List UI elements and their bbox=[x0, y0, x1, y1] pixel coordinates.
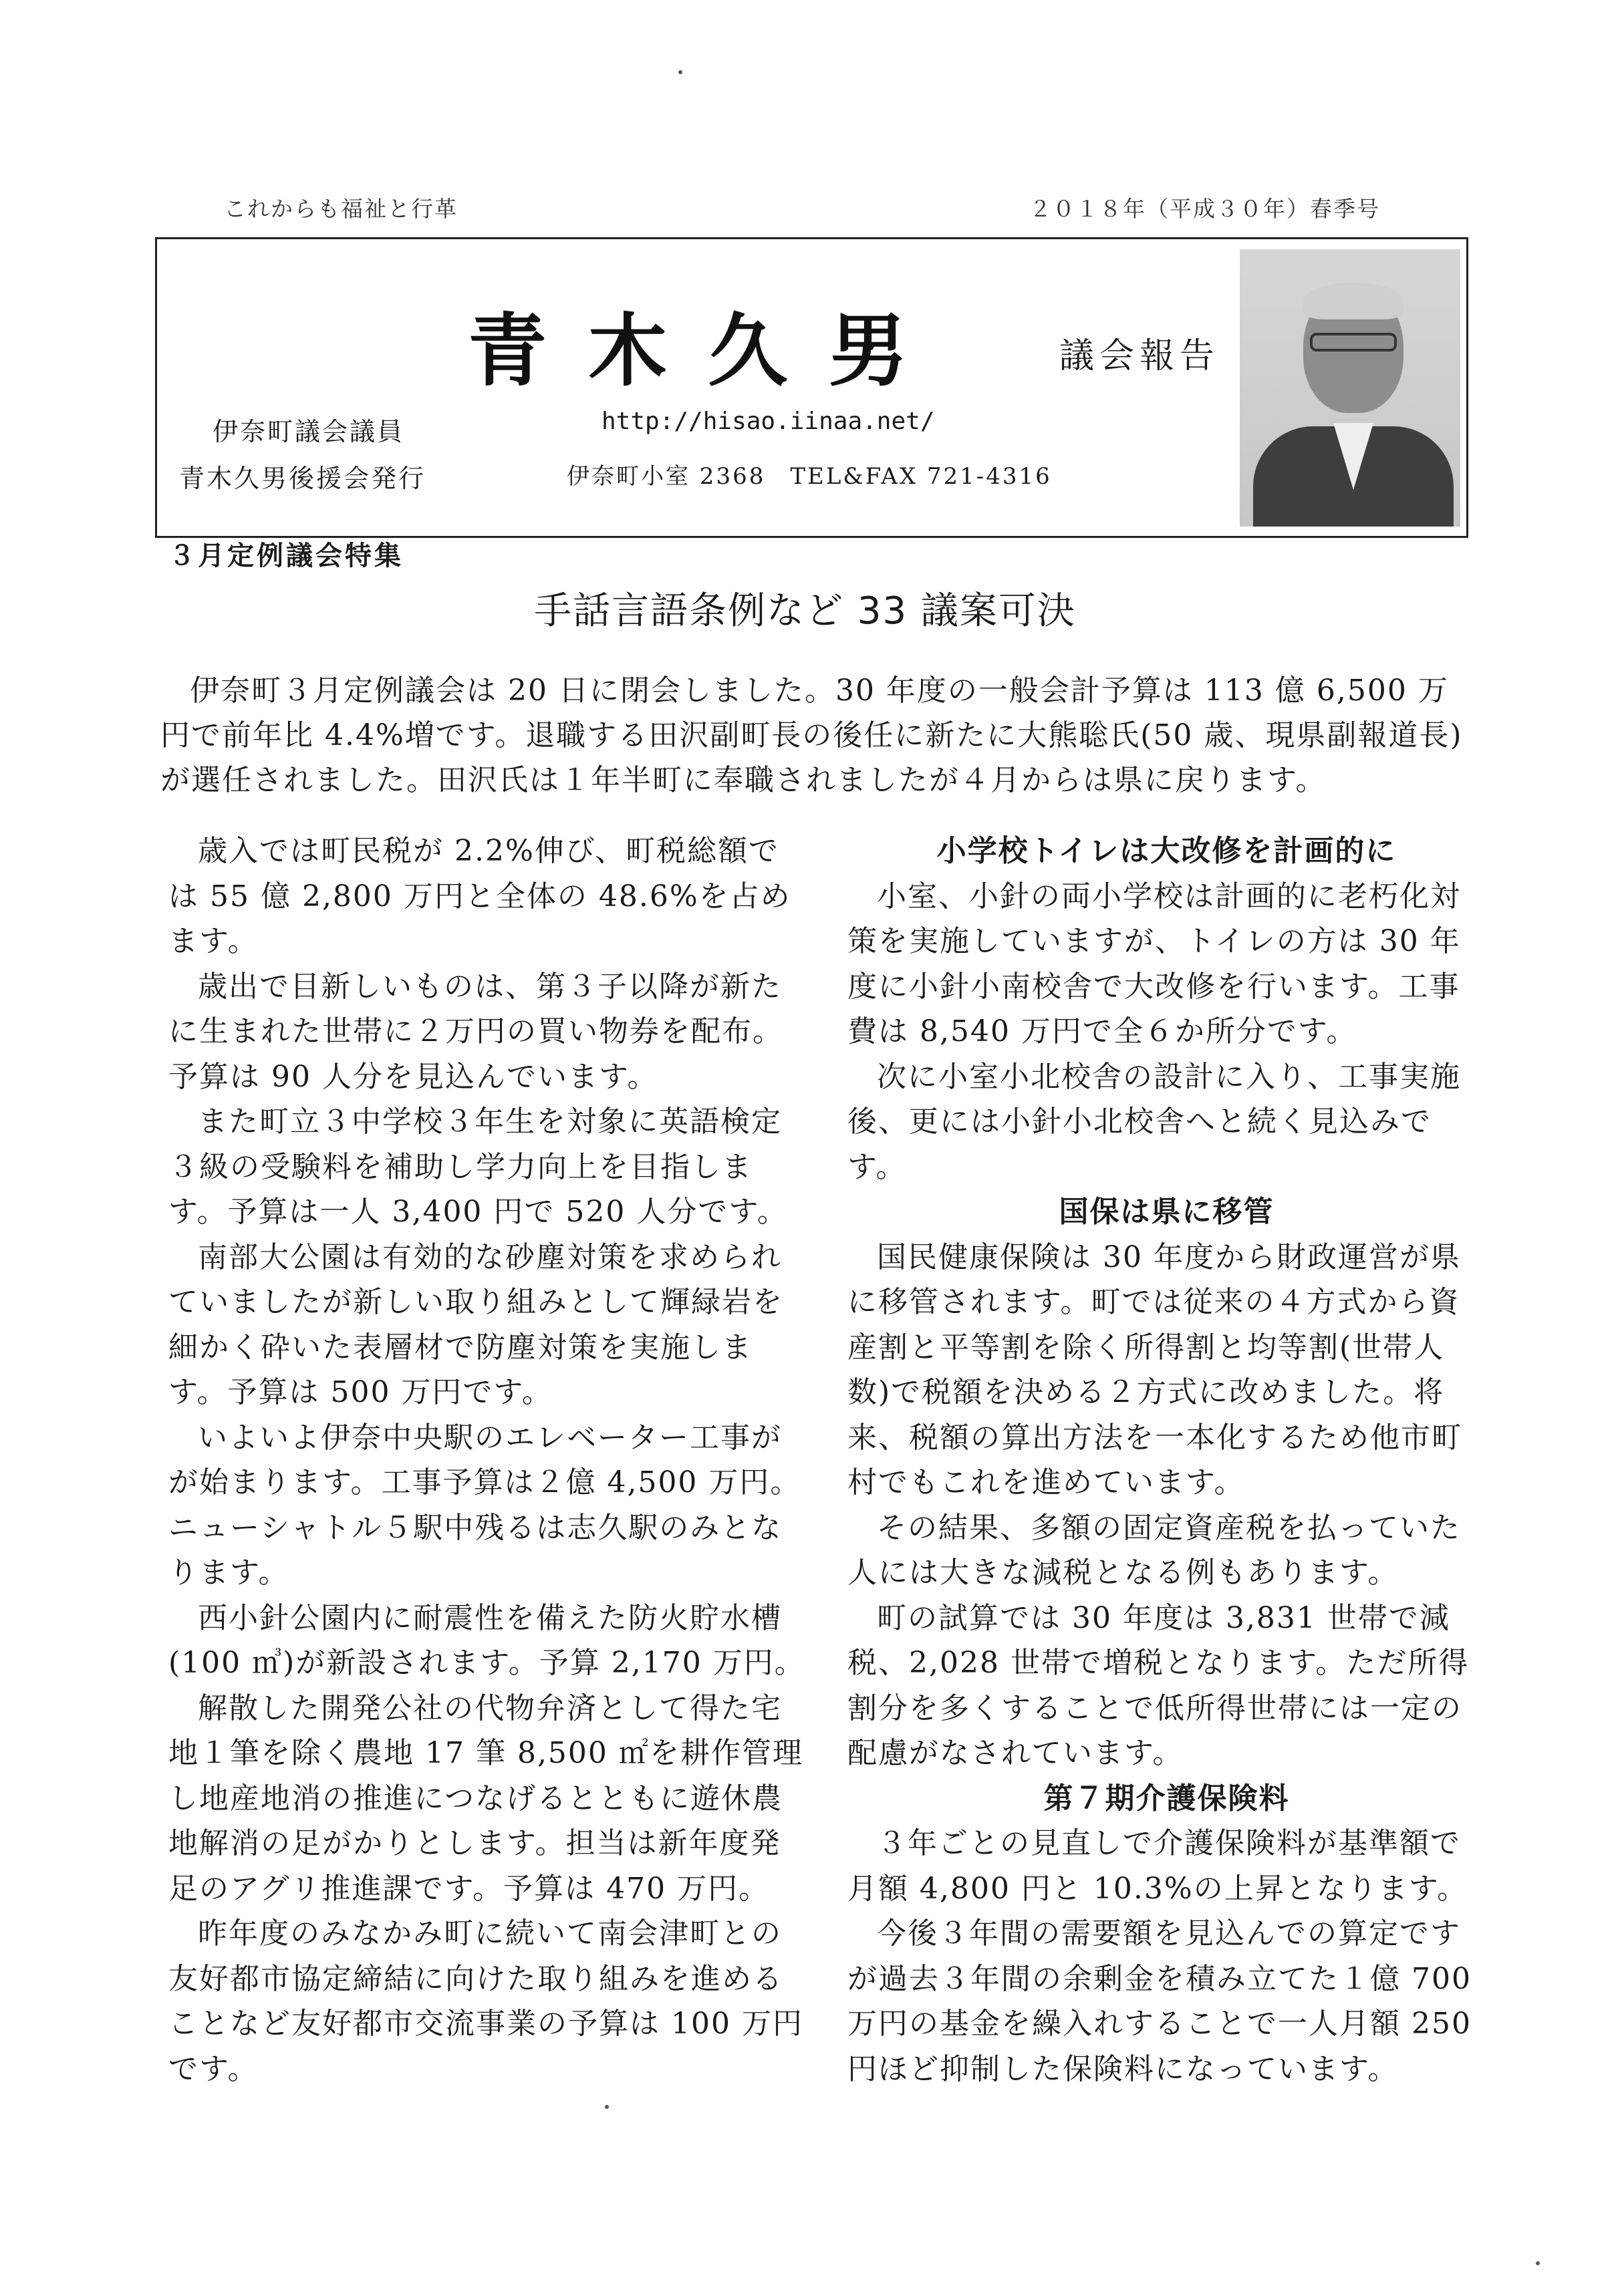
paragraph: また町立３中学校３年生を対象に英語検定３級の受験料を補助し学力向上を目指します。予算は一人 3,400 円で 520 人分です。 bbox=[168, 1105, 788, 1229]
scan-speck bbox=[678, 70, 682, 74]
paragraph: いよいよ伊奈中央駅のエレベーター工事がが始まります。工事予算は２億 4,500 万円。ニューシャトル５駅中残るは志久駅のみとなります。 bbox=[168, 1420, 801, 1590]
portrait-photo bbox=[1240, 249, 1460, 527]
masthead-subtitle: 議会報告 bbox=[1059, 336, 1220, 376]
slogan: これからも福祉と行革 bbox=[224, 196, 458, 222]
section-heading: 第７期介護保険料 bbox=[1043, 1781, 1290, 1816]
paragraph: 歳出で目新しいものは、第３子以降が新たに生まれた世帯に２万円の買い物券を配布。予算は 90 人分を見込んでいます。 bbox=[168, 969, 783, 1094]
left-column bbox=[168, 829, 807, 2092]
author-role: 伊奈町議会議員 bbox=[213, 417, 405, 446]
scan-speck bbox=[1536, 2261, 1540, 2265]
paragraph: 西小針公園内に耐震性を備えた防火貯水槽(100 ㎥)が新設されます。予算 2,170 万円。 bbox=[168, 1600, 805, 1680]
section-heading: 国保は県に移管 bbox=[1059, 1195, 1274, 1229]
paragraph: その結果、多額の固定資産税を払っていた人には大きな減税となる例もあります。 bbox=[847, 1510, 1461, 1590]
right-column bbox=[847, 829, 1486, 2092]
paragraph: 小室、小針の両小学校は計画的に老朽化対策を実施していますが、トイレの方は 30 年度に小針小南校舎で大改修を行います。工事費は 8,540 万円で全６か所分です。 bbox=[847, 879, 1461, 1048]
address-contact: 伊奈町小室 2368 TEL&FAX 721-4316 bbox=[567, 463, 1052, 490]
intro-paragraph bbox=[160, 668, 1470, 803]
paragraph: 今後３年間の需要額を見込んでの算定ですが過去３年間の余剰金を積み立てた１億 700 万円の基金を繰入れすることで一人月額 250 円ほど抑制した保険料になっています。 bbox=[847, 1916, 1472, 2086]
website-url[interactable]: http://hisao.iinaa.net/ bbox=[601, 408, 935, 435]
section-heading: 小学校トイレは大改修を計画的に bbox=[936, 834, 1397, 868]
section-label: ３月定例議会特集 bbox=[168, 541, 404, 571]
intro-text: 伊奈町３月定例議会は 20 日に閉会しました。30 年度の一般会計予算は 113 億 6,500 万円で前年比 4.4%増です。退職する田沢副町長の後任に新たに大熊聡氏(50 歳、現県副報道長)が選任されました。田沢氏は１年半町に奉職されましたが４月からは県に戻ります。 bbox=[160, 674, 1463, 797]
paragraph: 南部大公園は有効的な砂塵対策を求められていましたが新しい取り組みとして輝緑岩を細かく砕いた表層材で防塵対策を実施します。予算は 500 万円です。 bbox=[168, 1240, 783, 1409]
publisher: 青木久男後援会発行 bbox=[179, 464, 426, 493]
paragraph: 歳入では町民税が 2.2%伸び、町税総額では 55 億 2,800 万円と全体の 48.6%を占めます。 bbox=[168, 834, 791, 958]
paragraph: 昨年度のみなかみ町に続いて南会津町との友好都市協定締結に向けた取り組みを進めることなど友好都市交流事業の予算は 100 万円です。 bbox=[168, 1916, 803, 2086]
scan-speck bbox=[605, 2105, 609, 2109]
paragraph: 解散した開発公社の代物弁済として得た宅地１筆を除く農地 17 筆 8,500 ㎡を耕作管理し地産地消の推進につなげるとともに遊休農地解消の足がかりとします。担当は新年度発足のアグリ推進課です。予算は 470 万円。 bbox=[168, 1691, 803, 1906]
paragraph: ３年ごとの見直しで介護保険料が基準額で月額 4,800 円と 10.3%の上昇となります。 bbox=[847, 1826, 1468, 1906]
issue-date: ２０１８年（平成３０年）春季号 bbox=[1029, 196, 1380, 222]
paragraph: 町の試算では 30 年度は 3,831 世帯で減税、2,028 世帯で増税となります。ただ所得割分を多くすることで低所得世帯には一定の配慮がなされています。 bbox=[847, 1600, 1470, 1770]
headline: 手話言語条例など 33 議案可決 bbox=[534, 589, 1076, 633]
paragraph: 次に小室小北校舎の設計に入り、工事実施後、更には小針小北校舎へと続く見込みです。 bbox=[847, 1059, 1461, 1184]
paragraph: 国民健康保険は 30 年度から財政運営が県に移管されます。町では従来の４方式から資産割と平等割を除く所得割と均等割(世帯人数)で税額を決める２方式に改めました。将来、税額の算出方法を一本化するため他市町村でもこれを進めています。 bbox=[847, 1240, 1462, 1499]
masthead-name: 青木久男 bbox=[468, 305, 950, 397]
